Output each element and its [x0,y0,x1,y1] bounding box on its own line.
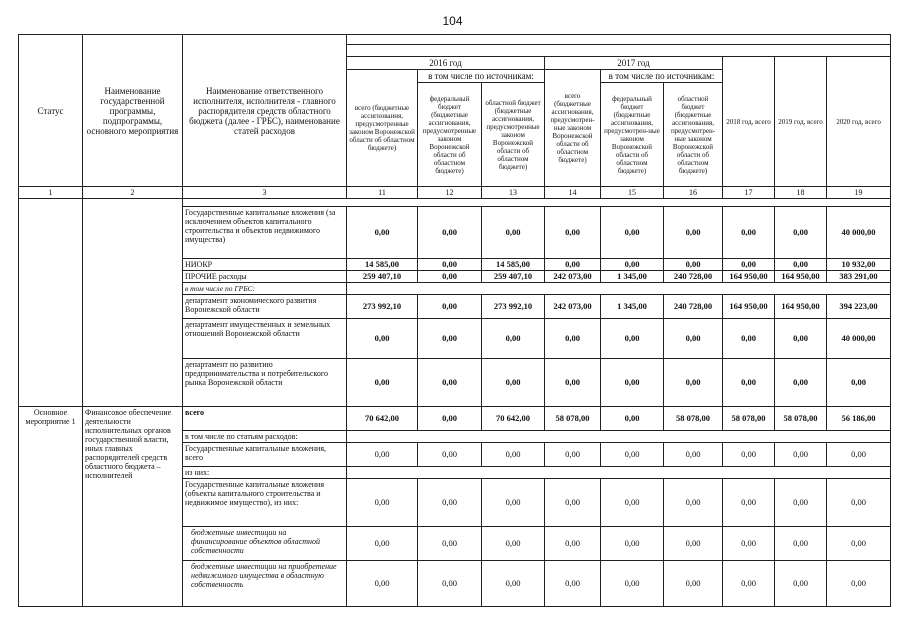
cell-value: 0,00 [347,319,418,359]
cell-value: 14 585,00 [482,259,545,271]
row-label: бюджетные инвестиции на приобретение недвижимого имущества в областную собственность [183,561,347,607]
cell-value: 1 345,00 [601,271,664,283]
row-label: в том числе по ГРБС: [183,283,347,295]
row-label: ПРОЧИЕ расходы [183,271,347,283]
header-total-2016: всего (бюджетные ассигнования, предусмотренные законом Воронежской области об областном бюджете) [347,70,418,187]
empty-cell [347,283,891,295]
cell-value: 0,00 [418,295,482,319]
spacer-row [183,199,891,207]
cell-value: 0,00 [723,207,775,259]
header-federal-2016: федеральный бюджет (бюджетные ассигнования, предусмотренные законом Воронежской области об областном бюджете) [418,83,482,187]
colnum: 14 [545,187,601,199]
cell-value: 242 073,00 [545,295,601,319]
cell-value: 383 291,00 [827,271,891,283]
cell-value: 0,00 [827,561,891,607]
cell-value: 164 950,00 [723,271,775,283]
cell-value: 0,00 [601,479,664,527]
cell-value: 0,00 [347,479,418,527]
cell-value: 0,00 [775,527,827,561]
header-blank-top [347,35,891,45]
colnum: 17 [723,187,775,199]
empty-cell [347,467,891,479]
cell-value: 0,00 [723,359,775,407]
row-label: из них: [183,467,347,479]
cell-value: 0,00 [418,259,482,271]
cell-value: 0,00 [545,561,601,607]
cell-value: 40 000,00 [827,207,891,259]
cell-value: 0,00 [775,359,827,407]
cell-value: 0,00 [482,527,545,561]
cell-value: 0,00 [347,443,418,467]
cell-value: 1 345,00 [601,295,664,319]
header-program-name: Наименование государственной программы, подпрограммы, основного мероприятия [83,35,183,187]
cell-value: 164 950,00 [723,295,775,319]
cell-value: 0,00 [664,561,723,607]
colnum: 16 [664,187,723,199]
cell-value: 58 078,00 [545,407,601,431]
cell-value: 0,00 [827,443,891,467]
cell-value: 0,00 [775,319,827,359]
row-label: всего [183,407,347,431]
cell-value: 0,00 [418,359,482,407]
cell-value: 0,00 [482,319,545,359]
cell-value: 0,00 [664,207,723,259]
header-executor-name: Наименование ответственного исполнителя, исполнителя - главного распорядителя средств областного бюджета (далее - ГРБС), наименование статей расходов [183,35,347,187]
cell-value: 0,00 [418,561,482,607]
cell-value: 0,00 [601,407,664,431]
cell-value: 0,00 [482,443,545,467]
header-2019: 2019 год, всего [775,57,827,187]
cell-value: 40 000,00 [827,319,891,359]
row-label: департамент имущественных и земельных отношений Воронежской области [183,319,347,359]
budget-table [18,34,891,607]
table-row [19,407,891,431]
cell-value: 0,00 [723,561,775,607]
cell-value: 0,00 [723,479,775,527]
page-number: 104 [442,14,463,28]
colnum: 12 [418,187,482,199]
cell-value: 70 642,00 [347,407,418,431]
cell-value: 164 950,00 [775,271,827,283]
cell-value: 0,00 [418,207,482,259]
cell-value: 10 932,00 [827,259,891,271]
cell-value: 0,00 [723,443,775,467]
cell-value: 0,00 [347,207,418,259]
cell-value: 0,00 [418,319,482,359]
cell-value: 273 992,10 [347,295,418,319]
column-number-row [19,187,891,199]
cell-value: 259 407,10 [482,271,545,283]
row-label: департамент экономического развития Воронежской области [183,295,347,319]
status-cell-empty [19,199,83,407]
header-federal-2017: федеральный бюджет (бюджетные ассигнования, предусмотрен-ные законом Воронежской области об областном бюджете) [601,83,664,187]
cell-value: 0,00 [601,319,664,359]
cell-value: 0,00 [601,207,664,259]
colnum: 13 [482,187,545,199]
cell-value: 0,00 [418,443,482,467]
header-sources-2016: в том числе по источникам: [418,70,545,83]
cell-value: 0,00 [775,207,827,259]
cell-value: 0,00 [482,207,545,259]
main-event-status: Основное мероприятие 1 [19,407,83,607]
cell-value: 0,00 [601,259,664,271]
colnum: 2 [83,187,183,199]
cell-value: 58 078,00 [664,407,723,431]
cell-value: 0,00 [347,359,418,407]
cell-value: 0,00 [775,479,827,527]
cell-value: 14 585,00 [347,259,418,271]
header-regional-2017: областной бюджет (бюджетные ассигнования, предусмотрен-ные законом Воронежской области об областном бюджете) [664,83,723,187]
cell-value: 0,00 [723,319,775,359]
cell-value: 0,00 [418,407,482,431]
cell-value: 0,00 [601,527,664,561]
cell-value: 0,00 [723,259,775,271]
header-year-2016: 2016 год [347,57,545,70]
cell-value: 70 642,00 [482,407,545,431]
cell-value: 0,00 [545,443,601,467]
row-label: бюджетные инвестиции на финансирование объектов областной собственности [183,527,347,561]
cell-value: 0,00 [482,359,545,407]
cell-value: 0,00 [664,359,723,407]
cell-value: 0,00 [418,527,482,561]
row-label: Государственные капитальные вложения (объекты капитального строительства и недвижимое имущество), из них: [183,479,347,527]
cell-value: 0,00 [664,527,723,561]
row-label: Государственные капитальные вложения (за исключением объектов капитального строительства и объектов недвижимого имущества) [183,207,347,259]
cell-value: 0,00 [545,319,601,359]
header-regional-2016: областной бюджет (бюджетные ассигнования, предусмотренные законом Воронежской области об областном бюджете) [482,83,545,187]
cell-value: 0,00 [601,443,664,467]
cell-value: 58 078,00 [723,407,775,431]
cell-value: 0,00 [601,561,664,607]
cell-value: 0,00 [545,479,601,527]
colnum: 18 [775,187,827,199]
cell-value: 56 186,00 [827,407,891,431]
empty-cell [347,431,891,443]
colnum: 3 [183,187,347,199]
cell-value: 0,00 [545,527,601,561]
colnum: 15 [601,187,664,199]
row-label: НИОКР [183,259,347,271]
cell-value: 259 407,10 [347,271,418,283]
colnum: 11 [347,187,418,199]
row-label: в том числе по статьям расходов: [183,431,347,443]
colnum: 1 [19,187,83,199]
cell-value: 0,00 [827,527,891,561]
program-cell-empty [83,199,183,407]
cell-value: 0,00 [664,479,723,527]
header-status: Статус [19,35,83,187]
header-2020: 2020 год, всего [827,57,891,187]
header-2018: 2018 год, всего [723,57,775,187]
cell-value: 242 073,00 [545,271,601,283]
header-year-2017: 2017 год [545,57,723,70]
header-sources-2017: в том числе по источникам: [601,70,723,83]
header-total-2017: всего (бюджетные ассигнования, предусмотрен-ные законом Воронежской области об областном бюджете) [545,70,601,187]
cell-value: 0,00 [775,561,827,607]
cell-value: 0,00 [775,443,827,467]
cell-value: 0,00 [664,319,723,359]
cell-value: 0,00 [545,359,601,407]
cell-value: 0,00 [418,479,482,527]
cell-value: 0,00 [775,259,827,271]
colnum: 19 [827,187,891,199]
cell-value: 0,00 [347,527,418,561]
cell-value: 0,00 [545,259,601,271]
cell-value: 58 078,00 [775,407,827,431]
header-blank-second [347,45,891,57]
row-label: Государственные капитальные вложения, всего [183,443,347,467]
cell-value: 0,00 [601,359,664,407]
cell-value: 0,00 [482,561,545,607]
cell-value: 0,00 [827,359,891,407]
cell-value: 240 728,00 [664,271,723,283]
cell-value: 0,00 [347,561,418,607]
cell-value: 394 223,00 [827,295,891,319]
cell-value: 0,00 [827,479,891,527]
cell-value: 0,00 [418,271,482,283]
row-label: департамент по развитию предпринимательства и потребительского рынка Воронежской области [183,359,347,407]
cell-value: 273 992,10 [482,295,545,319]
cell-value: 0,00 [723,527,775,561]
cell-value: 0,00 [482,479,545,527]
cell-value: 240 728,00 [664,295,723,319]
cell-value: 164 950,00 [775,295,827,319]
cell-value: 0,00 [664,443,723,467]
cell-value: 0,00 [545,207,601,259]
main-event-name: Финансовое обеспечение деятельности исполнительных органов государственной власти, иных главных распорядителей средств областного бюджета – исполнителей [83,407,183,607]
cell-value: 0,00 [664,259,723,271]
